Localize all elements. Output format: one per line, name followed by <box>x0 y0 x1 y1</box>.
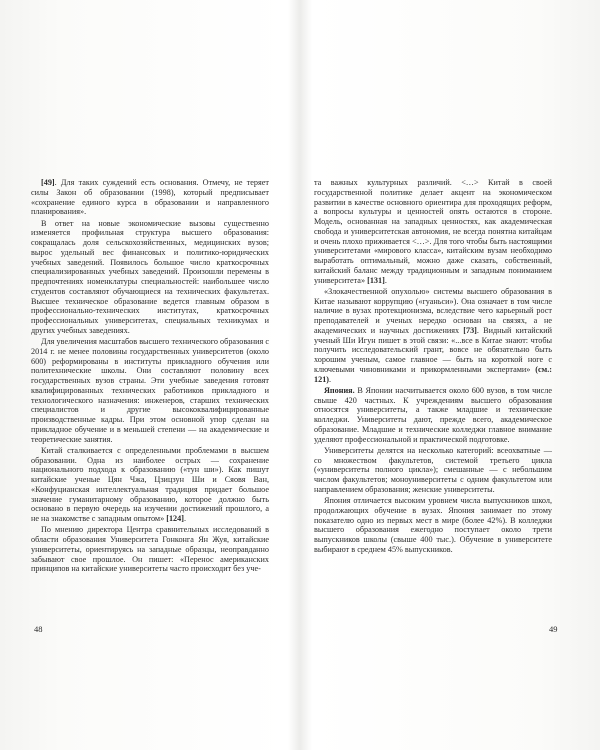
paragraph <box>31 446 269 524</box>
paragraph <box>314 287 552 385</box>
text-run: В ответ на новые экономические вызовы существенно изменяется профильная структура высшего образования: сокращалась доля сельскохозяйственных, медицинских вузов; вырос удельный вес финансовых и политико-юридических учебных заведений. Появилось большое число краткосрочных специализированных учебных заведений. Произошли перемены в предпочтениях номенклатуры специальностей: наибольшее число студентов составляют обучающиеся на технических факультетах. Высшее техническое образование ведется главным образом в профессионально-технических институтах, краткосрочных профессиональных университетах, специальных техникумах и других учебных заведениях. <box>31 218 269 335</box>
paragraph <box>314 178 552 285</box>
left-page-text <box>31 178 269 574</box>
text-run: По мнению директора Центра сравнительных исследований в области образования Университета Гонконга Ян Жуя, китайские университеты, ориентируясь на западные образцы, неоправданно забывают свое прошлое. Он пишет: «Перенос американских принципов на китайские университеты часто происходит без уче- <box>31 525 269 574</box>
text-run: та важных культурных различий. <…> Китай в своей государственной политике делает акцент на экономическом развитии в качестве основного ориентира для проходящих реформ, а вопросы культуры и ценностей опять остаются в стороне. Модель, основанная на западных ценностях, как академическая свобода и университетская автономия, не всегда понятна китайцам и очень плохо приживается <…>. Для того чтобы быть настоящими университетами «мирового класса», китайским вузам необходимо выработать оптимальный, можно даже сказать, собственный, китайский баланс между традиционным и западным пониманием университета» <box>314 178 552 285</box>
paragraph <box>31 178 269 217</box>
paragraph <box>31 525 269 574</box>
paragraph <box>314 496 552 555</box>
text-run: . <box>329 374 332 384</box>
text-run: . <box>384 275 387 285</box>
page-number-left: 48 <box>34 624 43 634</box>
bold-run: (см.: 121) <box>314 364 552 384</box>
text-run: . <box>183 514 186 523</box>
paragraph <box>31 219 269 336</box>
text-run: . Видный китайский ученый Ши Игун пишет в этой связи: «...все в Китае знают: чтобы получить исследовательский грант, вовсе не обязательно быть хорошим ученым, самое главное — быть на короткой ноге с ключевыми чиновниками и прикормленными экспертами» <box>314 325 552 374</box>
bold-run: [73] <box>463 325 477 335</box>
text-run: Китай сталкивается с определенными проблемами в высшем образовании. Одна из наиболее острых — сохранение национального подхода к образованию («тун ши»). Как пишут китайские ученые Цян Чжа, Цзицзун Ши и Сяовя Ван, «Конфуцианская интеллектуальная традиция придает большое значение гуманитарному образованию, которое должно быть основано в первую очередь на изучении достижений прошлого, а не на знакомстве с западным опытом» <box>31 445 269 523</box>
right-page-text <box>314 178 552 555</box>
paragraph <box>314 446 552 495</box>
text-run: Университеты делятся на несколько категорий: всеохватные — со множеством факультетов, системой третьего цикла («университеты полного цикла»); смешанные — с небольшим числом факультетов; моноуниверситеты с одним факультетом или направлением образования; женские университеты. <box>314 445 552 494</box>
bold-run: [131] <box>367 275 385 285</box>
paragraph <box>31 337 269 444</box>
left-page <box>31 178 269 618</box>
page-number-right: 49 <box>549 624 558 634</box>
right-page <box>314 178 552 618</box>
text-run: «Злокачественной опухолью» системы высшего образования в Китае называют коррупцию («гуаньси»). Она означает в том числе наличие в вузах протекционизма, вследствие чего карьерный рост преподавателей и ученых нередко основан на связях, а не академических и научных достижениях <box>314 286 552 335</box>
bold-run: [124] <box>166 514 184 523</box>
bold-run: Япония. <box>324 385 355 395</box>
text-run: . Для таких суждений есть основания. Отмечу, не теряет силы Закон об образовании (1998), который предписывает «сохранение единого курса в образовании и направленного планирования». <box>31 178 269 217</box>
bold-run: [49] <box>41 178 55 187</box>
text-run: Япония отличается высоким уровнем числа выпускников школ, продолжающих обучение в вузах. Япония занимает по этому показателю одно из первых мест в мире (более 42%). В колледжи высшего образования ежегодно поступает около трети выпускников школы (свыше 400 тыс.). Обучение в университете выбирают в среднем 45% выпускников. <box>314 496 552 554</box>
text-run: В Японии насчитывается около 600 вузов, в том числе свыше 420 частных. К учреждениям высшего образования относятся университеты, а также младшие и технические колледжи. Университеты дают, прежде всего, академическое образование. Младшие и технические колледжи главное внимание уделяют профессиональной и практической подготовке. <box>314 385 552 444</box>
paragraph <box>314 386 552 445</box>
text-run: Для увеличения масштабов высшего технического образования с 2014 г. не менее половины государственных университетов (около 600) реформированы в институты прикладного обучения или политехнические школы. Они составляют половину всех государственных вузов страны. Эти учебные заведения готовят квалифицированных технических работников прикладного и технологического назначения: инженеров, старших технических специалистов и другие высококвалифицированные производственные кадры. При этом основной упор сделан на прикладное обучение и в меньшей степени — на академические и теоретические занятия. <box>31 337 269 444</box>
